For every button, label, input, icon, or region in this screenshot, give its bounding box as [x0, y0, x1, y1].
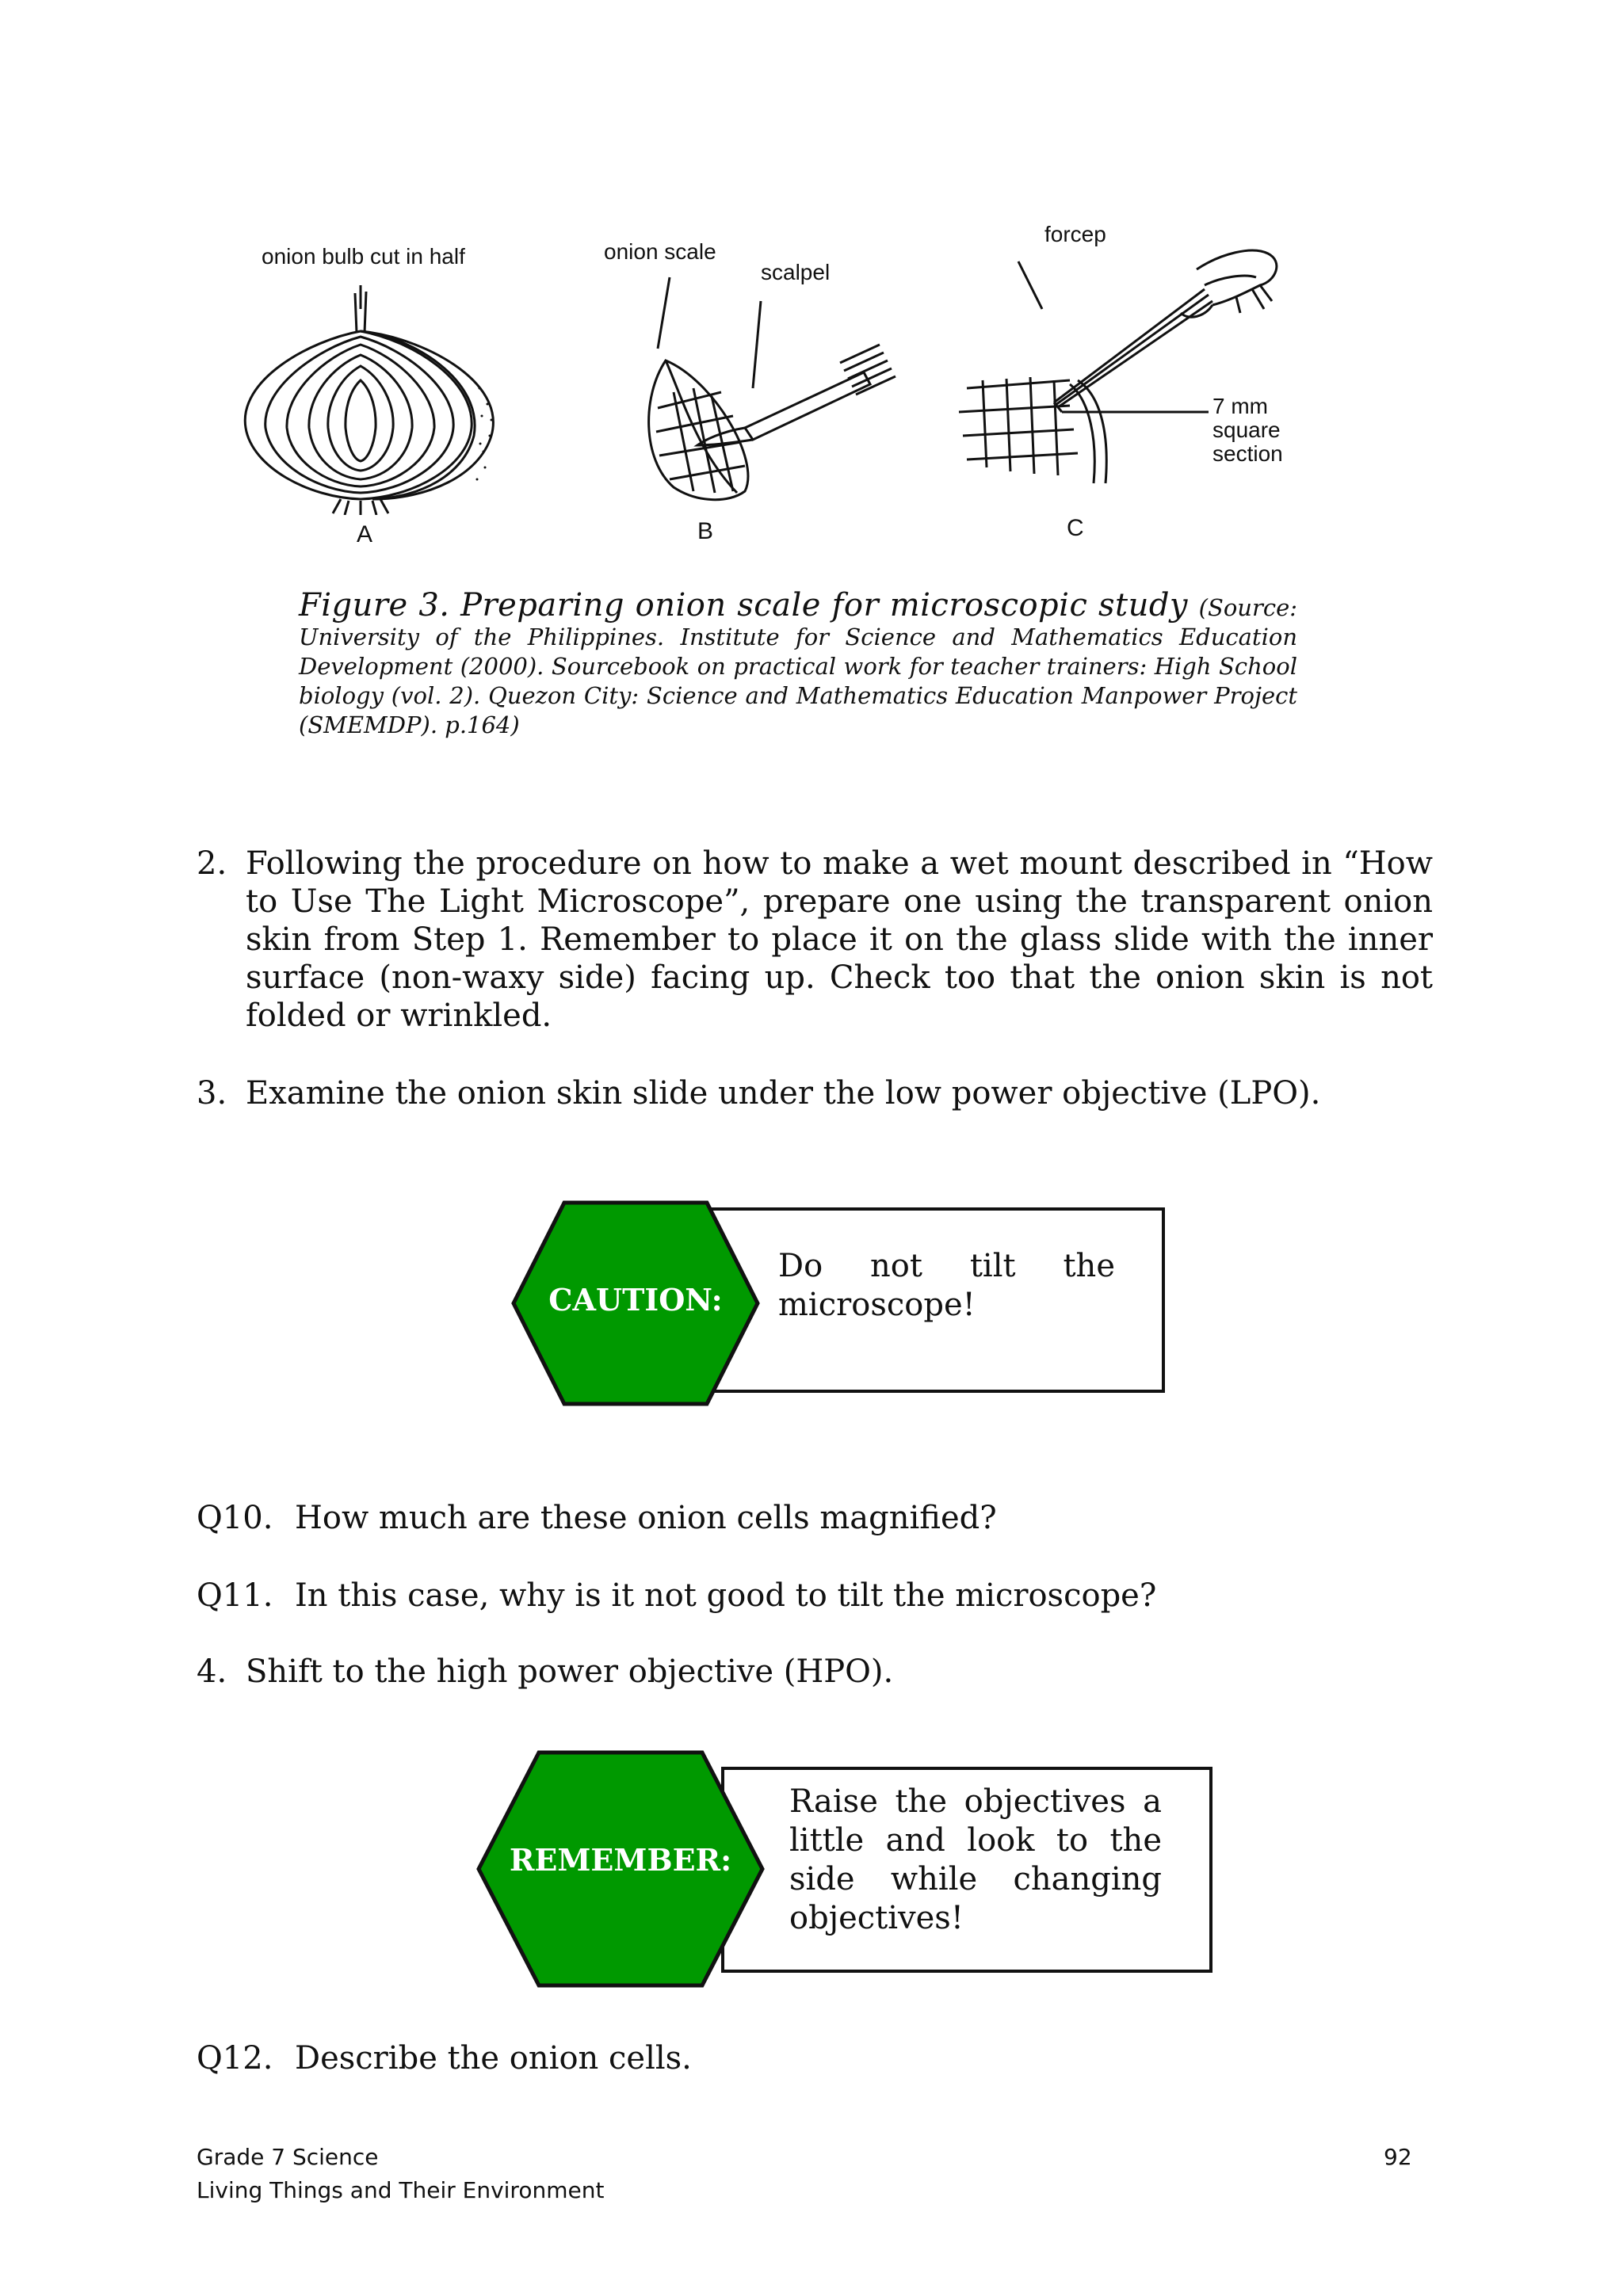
label-onion-scale: onion scale [604, 239, 716, 264]
page-number: 92 [1384, 2144, 1412, 2170]
step-number: 3. [197, 1075, 227, 1112]
figure-onion-preparation [222, 214, 1331, 563]
question-text: Describe the onion cells. [295, 2040, 692, 2077]
question-q11 [197, 1577, 1156, 1615]
panel-letter-b: B [697, 518, 714, 544]
footer-course: Grade 7 Science [197, 2144, 379, 2170]
remember-label: REMEMBER: [509, 1842, 732, 1878]
onion-scale-scalpel-illustration [626, 261, 911, 515]
caption-title: Figure 3. Preparing onion scale for microscopic study [299, 587, 1199, 624]
step-text: Following the procedure on how to make a wet mount described in “How to Use The Light Microscope”, prepare one using the transparent onion skin from Step 1. Remember to place it on the glass slide with the inner surface (non-waxy side) facing up. Check too that the onion skin is not folded or wrinkled. [246, 845, 1433, 1034]
question-number: Q11. [197, 1577, 273, 1614]
question-q10 [197, 1499, 997, 1537]
step-text: Shift to the high power objective (HPO). [246, 1653, 894, 1690]
figure-caption [299, 587, 1297, 740]
step-text: Examine the onion skin slide under the low power objective (LPO). [246, 1075, 1321, 1112]
label-scalpel: scalpel [761, 260, 831, 284]
step-number: 2. [197, 845, 227, 882]
caution-label: CAUTION: [548, 1282, 723, 1318]
question-text: In this case, why is it not good to tilt the microscope? [295, 1577, 1157, 1614]
label-forcep: forcep [1044, 222, 1106, 246]
label-square-section: 7 mm square section [1212, 394, 1283, 466]
remember-text: Raise the objectives a little and look to the side while changing objectives! [789, 1783, 1162, 1936]
forcep-illustration [951, 222, 1331, 523]
label-onion-bulb: onion bulb cut in half [262, 244, 465, 269]
footer-unit: Living Things and Their Environment [197, 2177, 605, 2203]
question-number: Q12. [197, 2040, 273, 2077]
question-q12 [197, 2039, 692, 2077]
panel-letter-c: C [1067, 515, 1084, 541]
onion-bulb-illustration [222, 261, 539, 515]
caption-source: (Source: University of the Philippines. Institute for Science and Mathematics Education Development (2000). Sourcebook on practical work for teacher trainers: High School biology (vol. 2). Quezon City: Science and Mathematics Education Manpower Project (SMEMDP). p.164) [299, 594, 1297, 738]
panel-letter-a: A [357, 521, 373, 547]
question-number: Q10. [197, 1500, 273, 1536]
question-text: How much are these onion cells magnified? [295, 1500, 997, 1536]
caution-text: Do not tilt the microscope! [778, 1248, 1115, 1323]
step-number: 4. [197, 1653, 227, 1690]
